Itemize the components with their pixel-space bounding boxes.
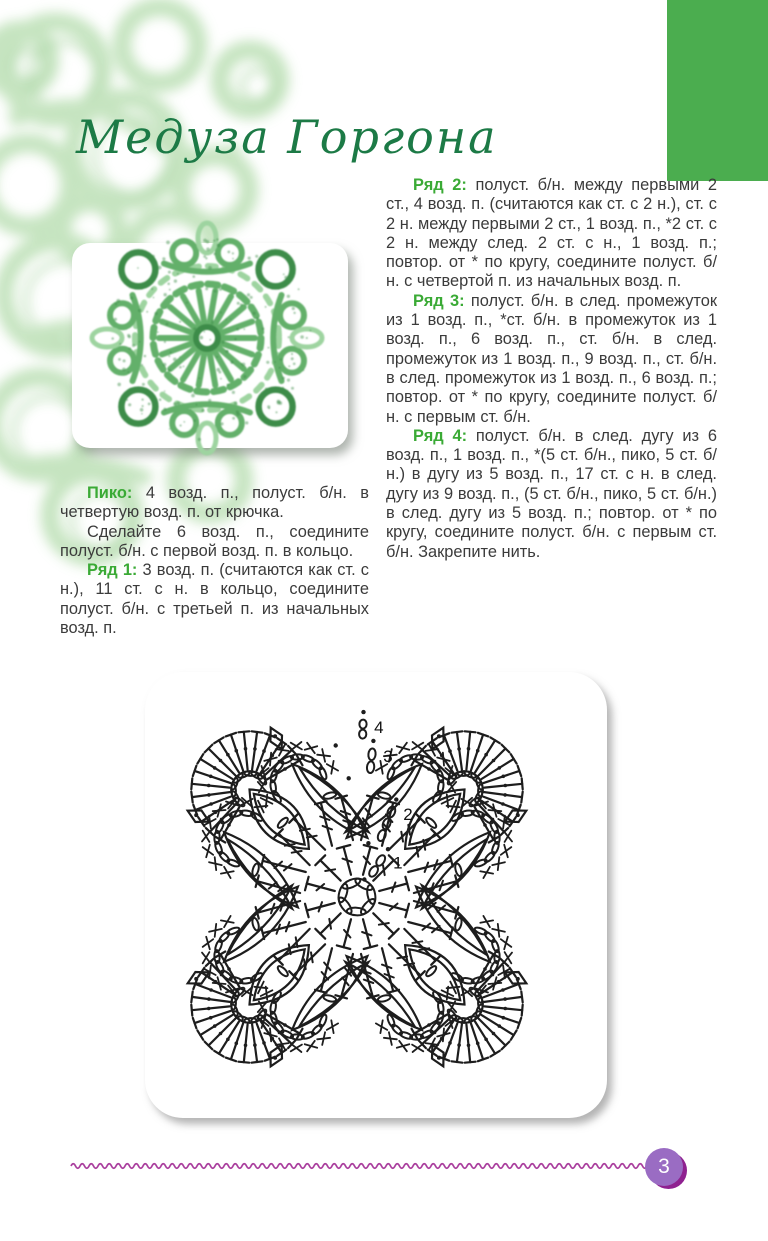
instruction-paragraph: [60, 484, 369, 523]
svg-text:2: 2: [403, 804, 413, 824]
footer-wave-line: [70, 1157, 650, 1173]
instruction-text: Сделайте 6 возд. п., соедините полуст. б/н. с первой возд. п. в кольцо.: [60, 522, 369, 560]
row-label: Пико:: [87, 484, 133, 502]
page-title: Медуза Горгона: [76, 110, 498, 164]
instruction-paragraph: [386, 427, 717, 562]
instruction-paragraph: [386, 292, 717, 427]
instruction-text: 4 возд. п., полуст. б/н. в четвертую возд. п. от крючка.: [60, 484, 369, 522]
row-label: Ряд 1:: [87, 561, 138, 580]
instruction-text: 3 возд. п. (считаются как ст. с н.), 11 ст. с н. в кольцо, соедините полуст. б/н. с третьей п. из начальных возд. п.: [60, 561, 370, 638]
instruction-paragraph: [60, 561, 369, 638]
crochet-chart: [145, 672, 607, 1118]
instruction-text: полуст. б/н. между первыми 2 ст., 4 возд. п. (считаются как ст. с 2 н.), ст. с 2 н. между первыми 2 ст., 1 возд. п., *2 ст. с 2 н. между след. 2 ст. с н., 1 возд. п.; повтор. от * по кругу, соедините полуст. б/н. с четвертой п. из начальных возд. п.: [386, 176, 718, 291]
row-label: Ряд 2:: [413, 176, 467, 194]
page-number: 3: [658, 1155, 670, 1178]
row-label: Ряд 3:: [413, 291, 465, 310]
svg-text:1: 1: [393, 853, 403, 873]
instruction-paragraph: [386, 176, 717, 292]
instructions-right-column: [386, 176, 717, 562]
motif-photo: [64, 216, 356, 462]
instruction-text: полуст. б/н. в след. промежуток из 1 возд. п., *ст. б/н. в промежуток из 1 возд. п., 6 возд. п., ст. б/н. в след. промежуток из 1 возд. п., 9 возд. п., ст. б/н. в след. промежуток из 1 возд. п., 6 возд. п.; повтор. от * по кругу, соедините полуст. б/н. с первым ст. б/н.: [386, 291, 718, 426]
row-label: Ряд 4:: [413, 426, 468, 445]
instruction-paragraph: [60, 523, 369, 562]
svg-text:4: 4: [374, 718, 384, 738]
svg-text:3: 3: [383, 746, 393, 766]
instructions-left-column: [60, 484, 369, 638]
page-number-badge: [645, 1148, 683, 1186]
instruction-text: полуст. б/н. в след. дугу из 6 возд. п., 1 возд. п., *(5 ст. б/н., пико, 5 ст. б/н.) в дугу из 5 возд. п., 17 ст. с н. в след. дугу из 9 возд. п., (5 ст. б/н., пико, 5 ст. б/н.) в след. дугу из 5 возд. п.; повтор. от * по кругу, соедините полуст. б/н. с первым ст. б/н. Закрепите нить.: [386, 426, 717, 561]
corner-accent-block: [667, 0, 768, 181]
